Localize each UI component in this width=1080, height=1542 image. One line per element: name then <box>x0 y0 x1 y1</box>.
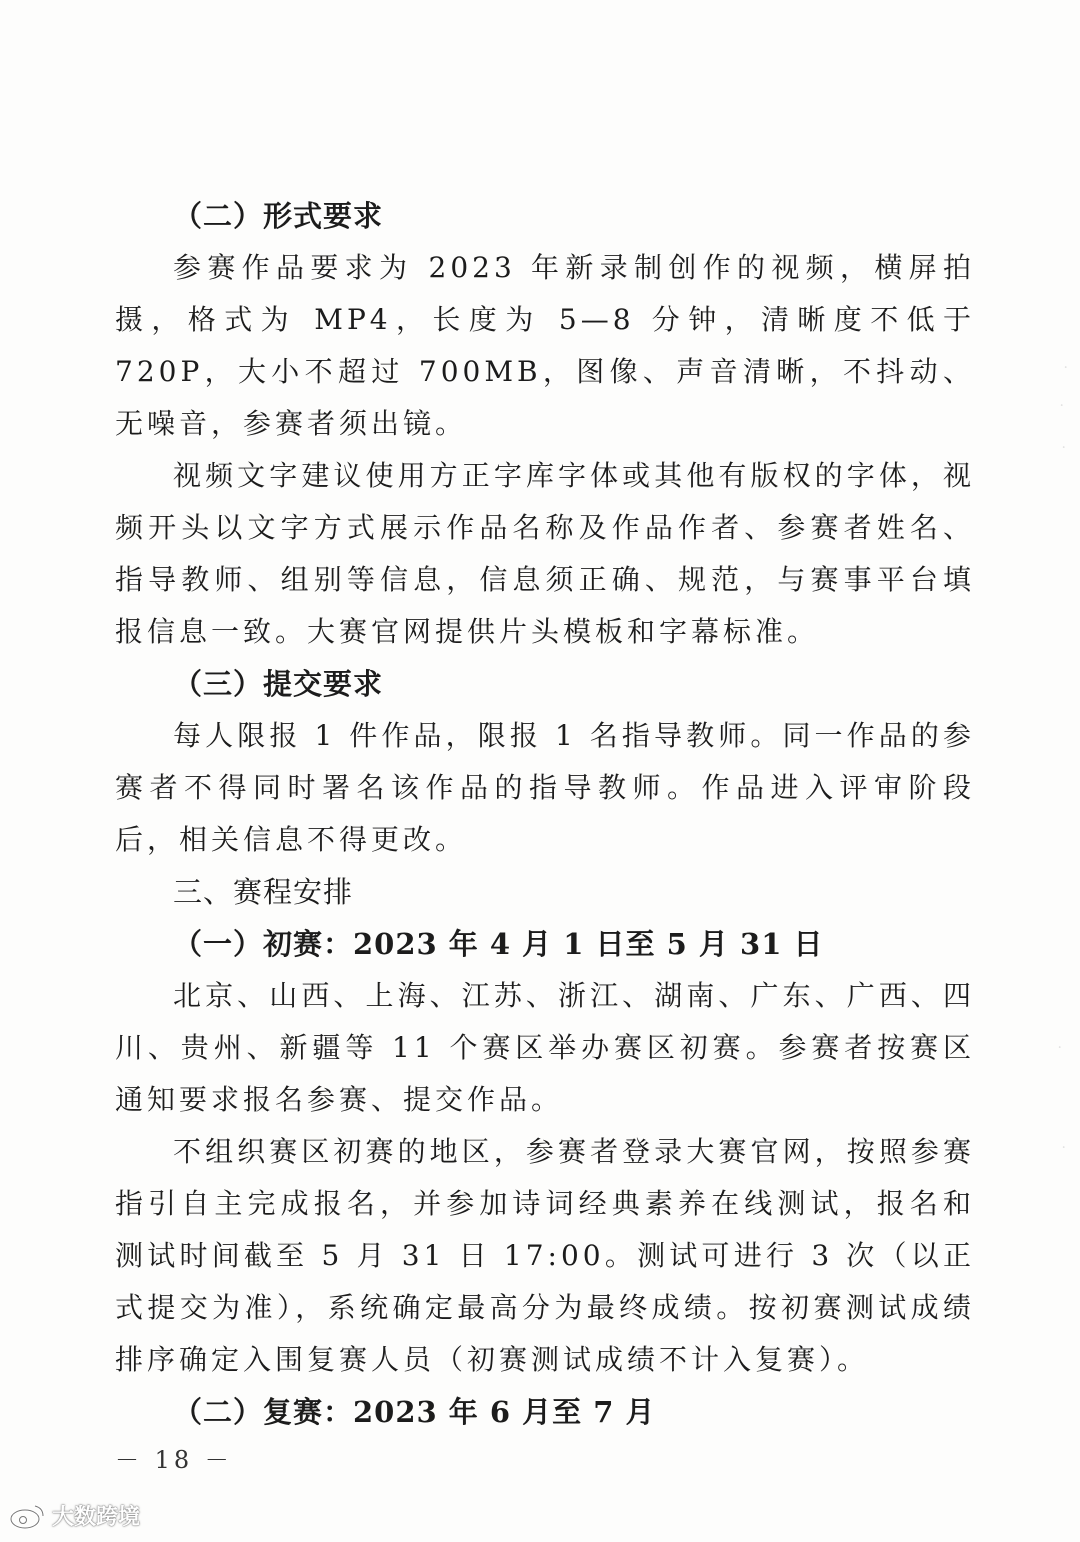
body-paragraph: 视频文字建议使用方正字库字体或其他有版权的字体，视频开头以文字方式展示作品名称及作品作者、参赛者姓名、指导教师、组别等信息，信息须正确、规范，与赛事平台填报信息一致。大赛官网提供片头模板和字幕标准。 <box>115 459 975 648</box>
bleed-mark: · <box>1059 398 1064 414</box>
page-number: － 18 － <box>115 1446 233 1474</box>
body-paragraph: 北京、山西、上海、江苏、浙江、湖南、广东、广西、四川、贵州、新疆等 11 个赛区举办赛区初赛。参赛者按赛区通知要求报名参赛、提交作品。 <box>115 979 975 1116</box>
subsection-heading: （二）形式要求 <box>173 199 384 233</box>
weibo-logo-icon <box>8 1502 46 1530</box>
section-heading: 三、赛程安排 <box>173 875 354 909</box>
subsection-heading: （三）提交要求 <box>173 667 384 701</box>
body-paragraph: 不组织赛区初赛的地区，参赛者登录大赛官网，按照参赛指引自主完成报名，并参加诗词经典素养在线测试，报名和测试时间截至 5 月 31 日 17:00。测试可进行 3 次（以正式提交为准），系统确定最高分为最终成绩。按初赛测试成绩排序确定入围复赛人员（初赛测试成绩不计入复赛）。 <box>115 1135 975 1376</box>
bleed-mark: · <box>1057 1040 1062 1056</box>
bleed-mark: · <box>1061 440 1066 456</box>
bleed-mark: · <box>1063 360 1068 376</box>
subsection-heading: （一）初赛：2023 年 4 月 1 日至 5 月 31 日 <box>173 927 824 961</box>
subsection-heading: （二）复赛：2023 年 6 月至 7 月 <box>173 1395 656 1429</box>
watermark-text: 大数跨境 <box>52 1505 141 1530</box>
document-body <box>115 190 975 1438</box>
body-paragraph: 参赛作品要求为 2023 年新录制创作的视频，横屏拍摄，格式为 MP4，长度为 5—8 分钟，清晰度不低于 720P，大小不超过 700MB，图像、声音清晰，不抖动、无噪音，参赛者须出镜。 <box>115 251 975 440</box>
body-paragraph: 每人限报 1 件作品，限报 1 名指导教师。同一作品的参赛者不得同时署名该作品的指导教师。作品进入评审阶段后，相关信息不得更改。 <box>115 719 975 856</box>
bleed-mark: · <box>1061 1140 1066 1156</box>
watermark <box>8 1500 140 1531</box>
